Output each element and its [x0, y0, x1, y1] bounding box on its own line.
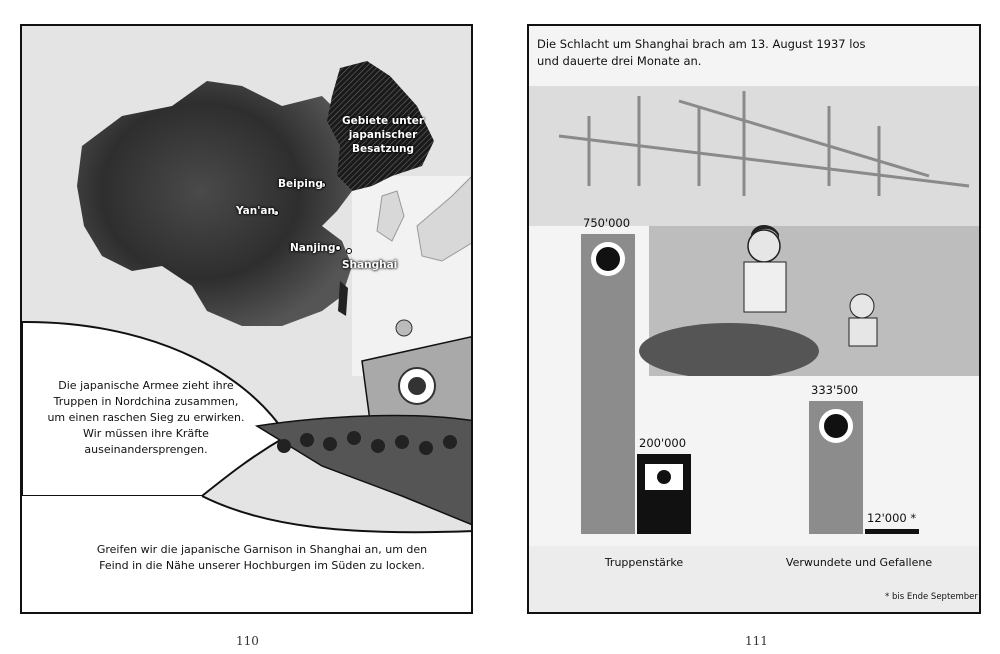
bar-china-0 [581, 234, 635, 534]
page-number-left: 110 [236, 634, 259, 648]
speech-text-2: Greifen wir die japanische Garnison in Shanghai an, um den Feind in die Nähe unserer Hochburgen im Süden zu locken. [96, 543, 428, 572]
right-comic-panel [527, 24, 981, 614]
china-sun-emblem-icon [591, 242, 625, 276]
shanghai-marker [346, 248, 352, 254]
city-label-nanjing: Nanjing [290, 242, 336, 254]
sun-emblem-center-icon [408, 377, 426, 395]
page-number-right: 111 [745, 634, 768, 648]
left-comic-panel [20, 24, 473, 614]
category-label-troops: Truppenstärke [604, 556, 684, 569]
category-label-casualties: Verwundete und Gefallene [785, 556, 933, 569]
value-label-china-1: 333'500 [811, 383, 859, 397]
occupied-area-label: Gebiete unter japanischer Besatzung [341, 115, 425, 155]
value-label-japan-0: 200'000 [639, 436, 687, 450]
city-label-beiping: Beiping [278, 178, 323, 190]
city-label-shanghai: Shanghai [342, 259, 398, 271]
troop-bar-chart [529, 26, 981, 614]
soldier-figure [396, 320, 412, 336]
city-label-yanan: Yan'an [236, 205, 275, 217]
value-label-china-0: 750'000 [583, 216, 631, 230]
japan-flag-icon [645, 464, 683, 490]
china-sun-emblem-icon [819, 409, 853, 443]
bar-japan-1 [865, 529, 919, 534]
chart-caption: Die Schlacht um Shanghai brach am 13. August 1937 los und dauerte drei Monate an. [537, 37, 866, 68]
value-label-japan-1: 12'000 * [867, 511, 917, 525]
footnote: * bis Ende September [885, 592, 978, 602]
speech-text-1: Die japanische Armee zieht ihre Truppen in Nordchina zusammen, um einen raschen Sieg zu erwirken. Wir müssen ihre Kräfte auseinandersprengen. [47, 379, 245, 456]
